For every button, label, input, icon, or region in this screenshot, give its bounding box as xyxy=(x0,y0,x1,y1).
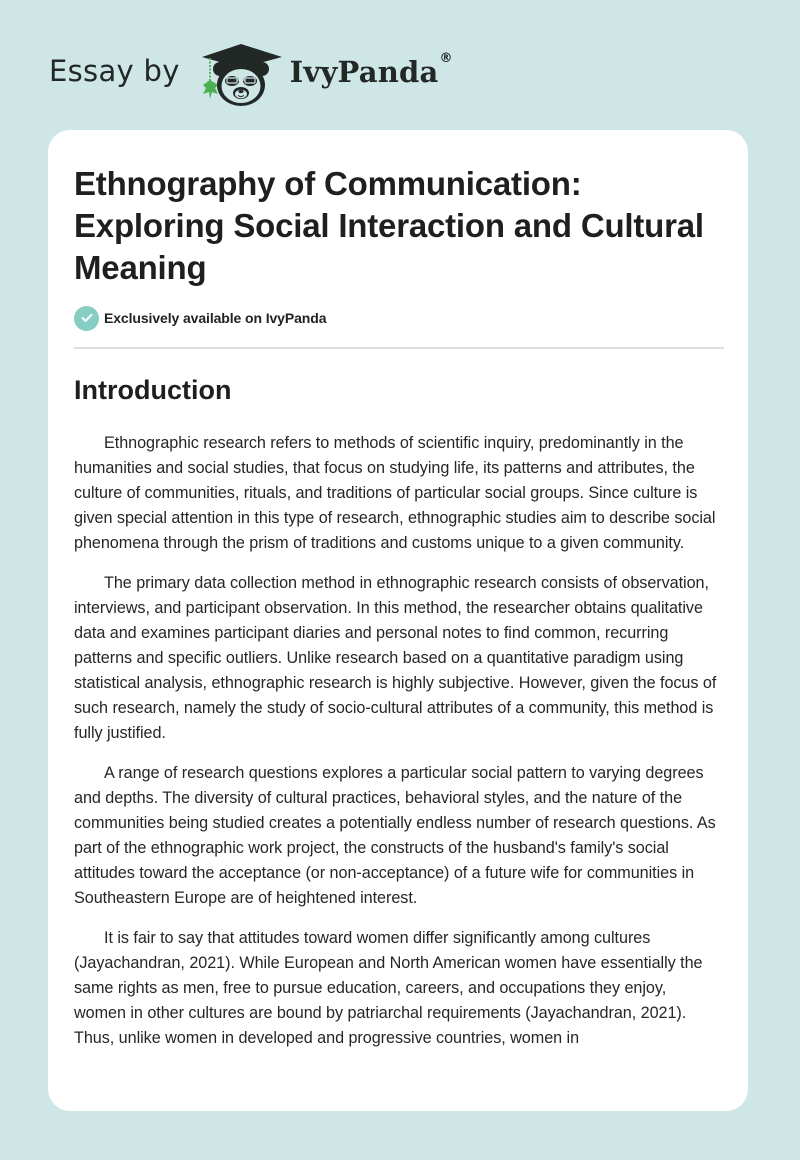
exclusive-label: Exclusively available on IvyPanda xyxy=(104,310,327,326)
brand-name[interactable] xyxy=(289,51,453,89)
page-title: Ethnography of Communication: Exploring Social Interaction and Cultural Meaning xyxy=(74,165,704,286)
check-circle-icon xyxy=(74,306,99,331)
divider xyxy=(74,347,724,349)
paragraph: It is fair to say that attitudes toward women differ significantly among cultures (Jayachandran, 2021). While European and North American women have essentially the same rights as men, free to pursue education, careers, and occupations they enjoy, women in other cultures are bound by patriarchal requirements (Jayachandran, 2021). Thus, unlike women in developed and progressive countries, women in xyxy=(74,929,703,1047)
registered-mark: ® xyxy=(439,51,453,66)
exclusive-badge xyxy=(74,305,722,331)
section-heading-introduction: Introduction xyxy=(74,375,232,405)
paragraph: A range of research questions explores a particular social pattern to varying degrees and depths. The diversity of cultural practices, behavioral styles, and the nature of the communities being studied creates a potentially endless number of research questions. As part of the ethnographic work project, the constructs of the husband's family's social attitudes toward the acceptance (or non-acceptance) of a future wife for communities in Southeastern Europe are of heightened interest. xyxy=(74,764,716,907)
brand-name-text: IvyPanda xyxy=(289,55,439,89)
section-body xyxy=(74,431,722,1051)
brand-prefix: Essay by xyxy=(49,54,180,88)
ivypanda-panda-logo-icon[interactable] xyxy=(198,36,284,108)
essay-card xyxy=(48,130,748,1111)
brand-header xyxy=(49,36,453,108)
paragraph: The primary data collection method in ethnographic research consists of observation, interviews, and participant observation. In this method, the researcher obtains qualitative data and examines participant diaries and personal notes to find common, recurring patterns and specific outliers. Unlike research based on a quantitative paradigm using statistical analysis, ethnographic research is highly subjective. However, given the focus of such research, namely the study of socio-cultural attributes of a community, this method is fully justified. xyxy=(74,574,717,742)
paragraph: Ethnographic research refers to methods of scientific inquiry, predominantly in the humanities and social studies, that focus on studying life, its patterns and attributes, the culture of communities, rituals, and traditions of particular social groups. Since culture is given special attention in this type of research, ethnographic studies aim to describe social phenomena through the prism of traditions and customs unique to a given community. xyxy=(74,434,716,552)
